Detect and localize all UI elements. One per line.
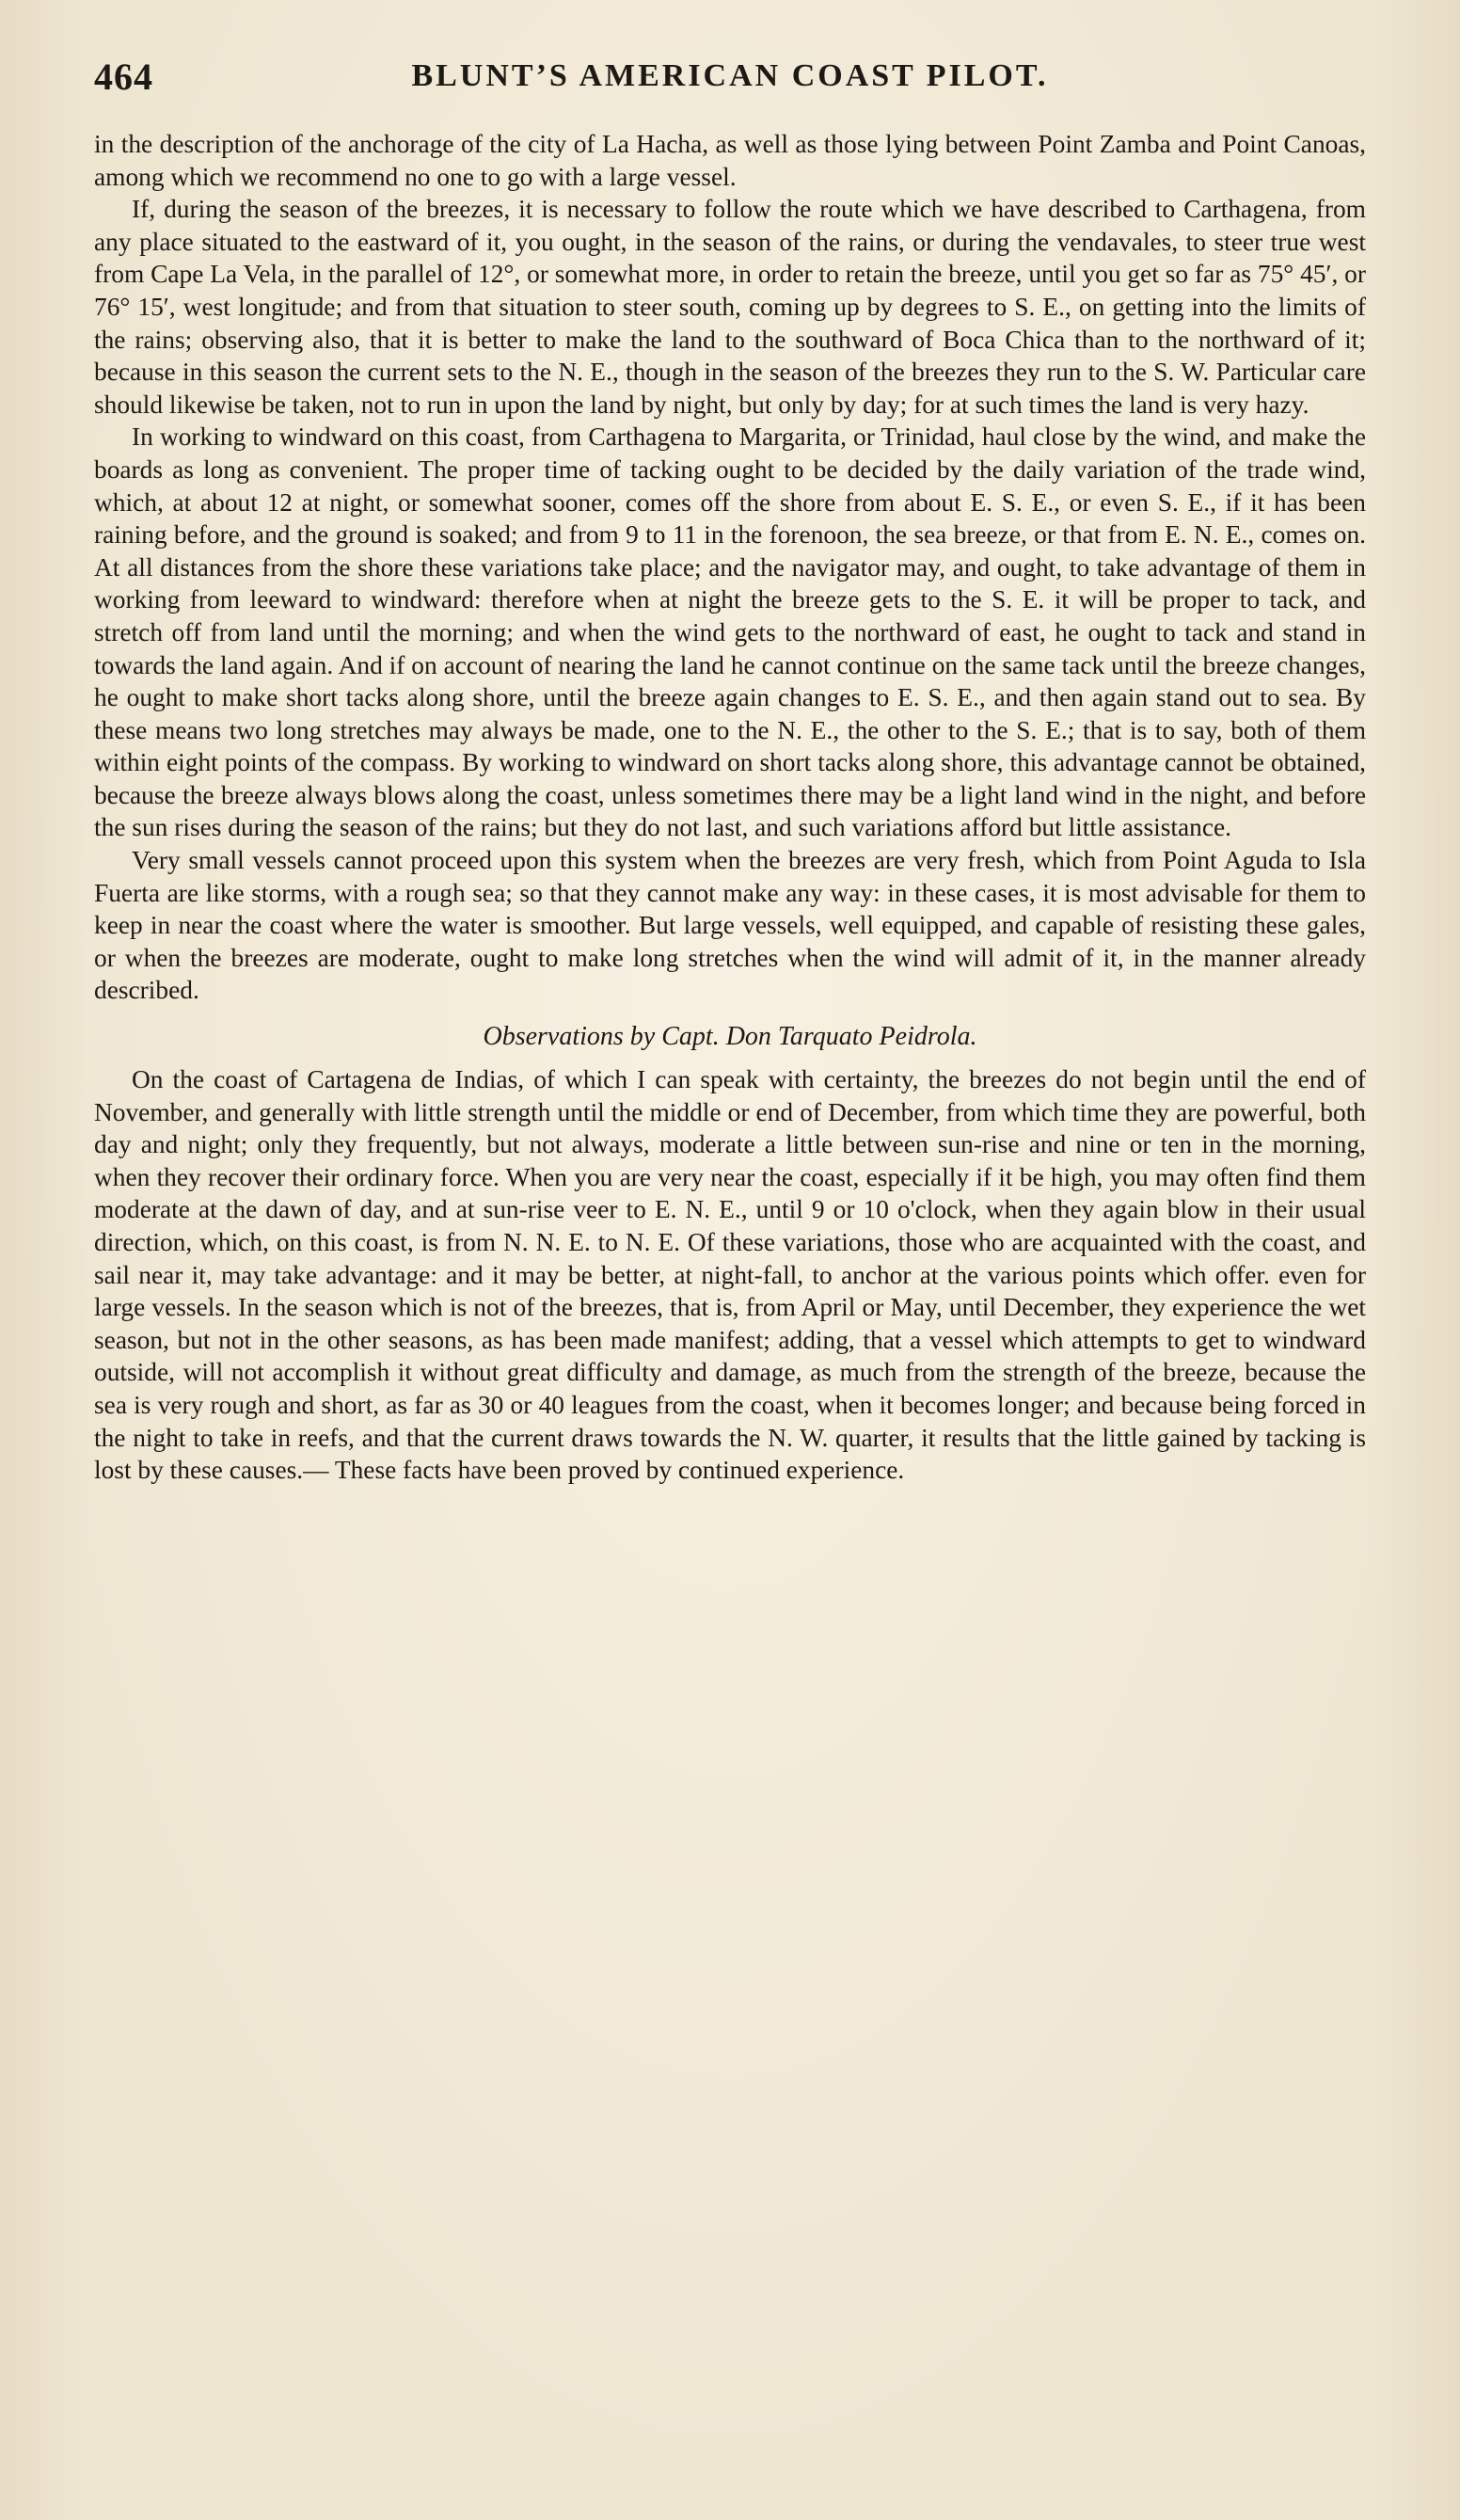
paragraph-route-to-carthagena: If, during the season of the breezes, it is necessary to follow the route which we have described to Carthagena, from any place situated to the eastward of it, you ought, in the season of the rains, or during the vendavales, to steer true west from Cape La Vela, in the parallel of 12°, or somewhat more, in order to retain the breeze, until you get so far as 75° 45′, or 76° 15′, west longitude; and from that situation to steer south, coming up by degrees to S. E., on getting into the limits of the rains; observing also, that it is better to make the land to the southward of Boca Chica than to the northward of it; because in this season the current sets to the N. E., though in the season of the breezes they run to the S. W. Particular care should likewise be taken, not to run in upon the land by night, but only by day; for at such times the land is very hazy. <box>94 195 1366 419</box>
body-text <box>94 128 1366 1487</box>
page-number: 464 <box>94 56 153 98</box>
paragraph-observations: On the coast of Cartagena de Indias, of which I can speak with certainty, the breezes do not begin until the end of November, and generally with little strength until the middle or end of December, from which time they are powerful, both day and night; only they frequently, but not always, moderate a little between sun-rise and nine or ten in the morning, when they recover their ordinary force. When you are very near the coast, especially if it be high, you may often find them moderate at the dawn of day, and at sun-rise veer to E. N. E., until 9 or 10 o'clock, when they again blow in their usual direction, which, on this coast, is from N. N. E. to N. E. Of these variations, those who are acquainted with the coast, and sail near it, may take advantage: and it may be better, at night-fall, to anchor at the various points which offer. even for large vessels. In the season which is not of the breezes, that is, from April or May, until December, they experience the wet season, but not in the other seasons, as has been made manifest; adding, that a vessel which attempts to get to windward outside, will not accomplish it without great difficulty and damage, as much from the strength of the breeze, because the sea is very rough and short, as far as 30 or 40 leagues from the coast, when it becomes longer; and because being forced in the night to take in reefs, and that the current draws towards the N. W. quarter, it results that the little gained by tacking is lost by these causes.— These facts have been proved by continued experience. <box>94 1065 1366 1485</box>
paragraph-working-to-windward: In working to windward on this coast, from Carthagena to Margarita, or Trinidad, haul close by the wind, and make the boards as long as convenient. The proper time of tacking ought to be decided by the daily variation of the trade wind, which, at about 12 at night, or somewhat sooner, comes off the shore from about E. S. E., or even S. E., if it has been raining before, and the ground is soaked; and from 9 to 11 in the forenoon, the sea breeze, or that from E. N. E., comes on. At all distances from the shore these variations take place; and the navigator may, and ought, to take advantage of them in working from leeward to windward: therefore when at night the breeze gets to the S. E. it will be proper to tack, and stretch off from land until the morning; and when the wind gets to the northward of east, he ought to tack and stand in towards the land again. And if on account of nearing the land he cannot continue on the same tack until the breeze changes, he ought to make short tacks along shore, until the breeze again changes to E. S. E., and then again stand out to sea. By these means two long stretches may always be made, one to the N. E., the other to the S. E.; that is to say, both of them within eight points of the compass. By working to windward on short tacks along shore, this advantage cannot be obtained, because the breeze always blows along the coast, unless sometimes there may be a light land wind in the night, and before the sun rises during the season of the rains; but they do not last, and such variations afford but little assistance. <box>94 423 1366 842</box>
page-header <box>94 55 1366 107</box>
running-head: BLUNT’S AMERICAN COAST PILOT. <box>411 58 1049 93</box>
paragraph-continued: in the description of the anchorage of the city of La Hacha, as well as those lying between Point Zamba and Point Canoas, among which we recommend no one to go with a large vessel. <box>94 130 1366 191</box>
section-heading: Observations by Capt. Don Tarquato Peidrola. <box>483 1022 977 1052</box>
paragraph-small-vessels: Very small vessels cannot proceed upon this system when the breezes are very fresh, which from Point Aguda to Isla Fuerta are like storms, with a rough sea; so that they cannot make any way: in these cases, it is most advisable for them to keep in near the coast where the water is smoother. But large vessels, well equipped, and capable of resisting these gales, or when the breezes are moderate, ought to make long stretches when the wind will admit of it, in the manner already described. <box>94 846 1366 1005</box>
